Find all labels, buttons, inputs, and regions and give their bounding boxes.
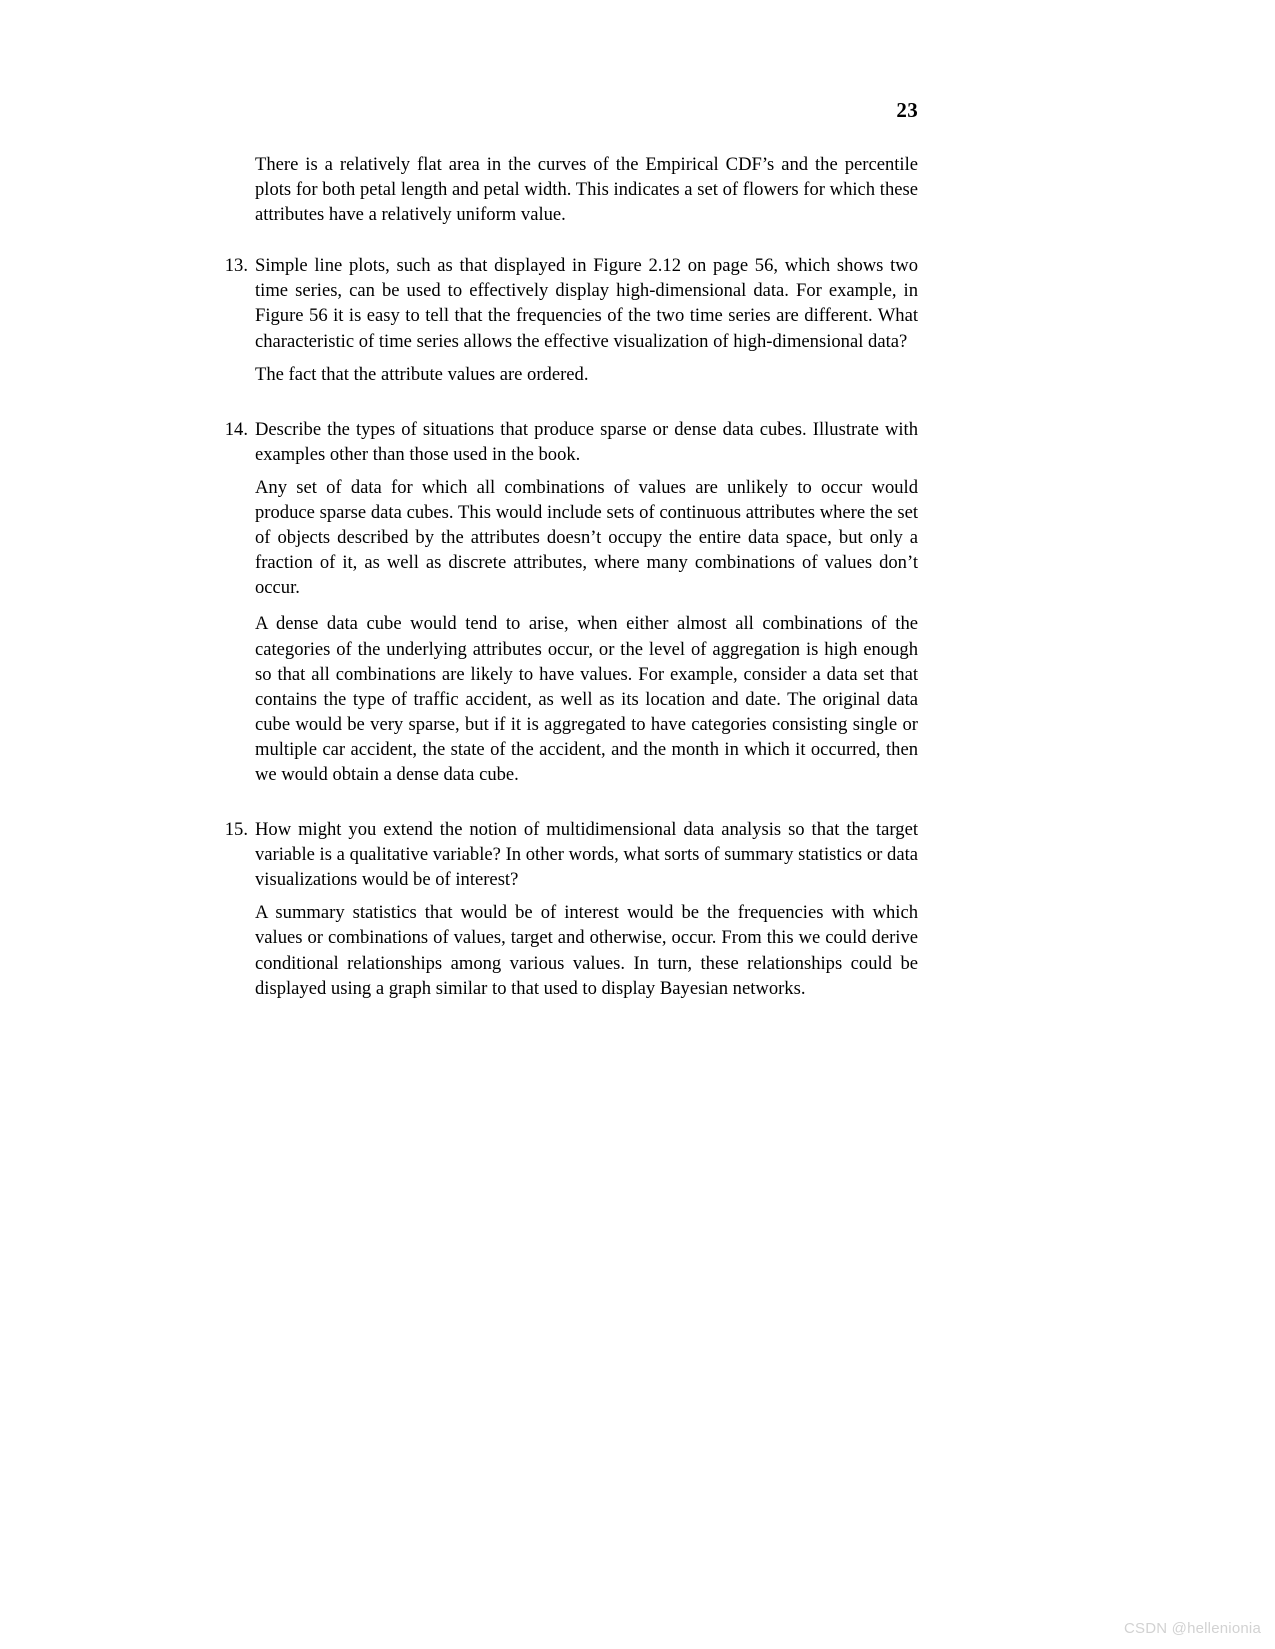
exercise-number: 15. [224,819,248,841]
exercise-answer: A dense data cube would tend to arise, when either almost all combinations of the categories of the underlying attributes occur, or the level of aggregation is high enough so that all combinations are likely to have values. For example, consider a data set that contains the type of traffic accident, as well as its location and date. The original data cube would be very sparse, but if it is aggregated to have categories consisting single or multiple car accident, the state of the accident, and the month in which it occurred, then we would obtain a dense data cube. [255,613,918,785]
exercise-answer: A summary statistics that would be of interest would be the frequencies with which values or combinations of values, target and otherwise, occur. From this we could derive conditional relationships among various values. In turn, these relationships could be displayed using a graph similar to that used to display Bayesian networks. [255,902,918,999]
page-content [218,152,918,1001]
exercise-item-15 [218,817,918,892]
exercise-number: 14. [224,418,248,440]
exercise-question: Describe the types of situations that produce sparse or dense data cubes. Illustrate with examples other than those used in the book. [255,418,918,465]
spacer [218,354,918,362]
spacer [218,467,918,475]
exercise-question: How might you extend the notion of multidimensional data analysis so that the target variable is a qualitative variable? In other words, what sorts of summary statistics or data visualizations would be of interest? [255,819,918,891]
exercise-item-13 [218,253,918,353]
exercise-item-14 [218,417,918,467]
exercise-question: Simple line plots, such as that displayed in Figure 2.12 on page 56, which shows two time series, can be used to effectively display high-dimensional data. For example, in Figure 56 it is easy to tell that the frequencies of the two time series are different. What characteristic of time series allows the effective visualization of high-dimensional data? [255,255,918,352]
spacer [218,892,918,900]
spacer [218,797,918,817]
intro-paragraph: There is a relatively flat area in the curves of the Empirical CDF’s and the percentile plots for both petal length and petal width. This indicates a set of flowers for which these attributes have a relatively uniform value. [255,154,918,226]
watermark: CSDN @hellenionia [1123,1620,1261,1637]
exercise-answer: The fact that the attribute values are ordered. [255,363,589,385]
spacer [218,237,918,253]
page-number: 23 [896,98,918,122]
exercise-answer: Any set of data for which all combinations of values are unlikely to occur would produce sparse data cubes. This would include sets of continuous attributes where the set of objects described by the attributes doesn’t occupy the entire data space, but only a fraction of it, as well as discrete attributes, where many combinations of values don’t occur. [255,476,918,599]
spacer [218,397,918,417]
exercise-number: 13. [224,255,248,277]
